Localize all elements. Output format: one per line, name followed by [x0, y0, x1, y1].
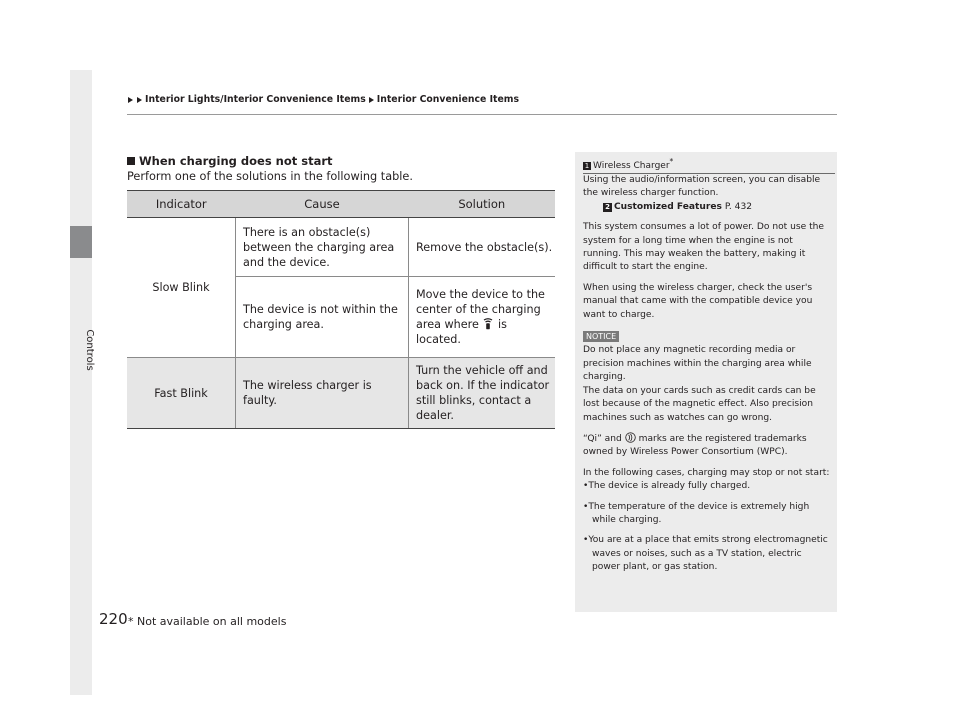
solutions-table — [127, 190, 555, 429]
breadcrumb-item[interactable]: Interior Convenience Items — [376, 94, 519, 105]
bullet-icon: • — [583, 481, 589, 492]
breadcrumb — [127, 94, 519, 105]
xref-icon: 2 — [603, 203, 612, 212]
qi-logo-icon — [625, 432, 636, 443]
breadcrumb-item[interactable]: Interior Lights/Interior Convenience Items — [145, 94, 366, 105]
table-header: Indicator — [127, 191, 236, 218]
cause-cell: The device is not within the charging area. — [236, 277, 409, 358]
list-item-text: The device is already fully charged. — [588, 481, 751, 492]
header-rule — [127, 114, 837, 115]
note-text: “Qi” and — [583, 433, 622, 444]
note-paragraph: In the following cases, charging may stop or not start: — [583, 467, 830, 478]
page-number: 220 — [99, 610, 128, 628]
xref-label: Customized Features — [614, 201, 722, 212]
xref-page: P. 432 — [724, 201, 753, 212]
list-item — [583, 480, 831, 493]
breadcrumb-arrow-icon — [137, 97, 142, 103]
solution-text: is located. — [416, 318, 507, 346]
indicator-cell: Slow Blink — [127, 218, 236, 358]
breadcrumb-arrow-icon — [128, 97, 133, 103]
note-paragraph: When using the wireless charger, check the user's manual that came with the compatible device you want to charge. — [583, 282, 813, 320]
list-item-text: The temperature of the device is extremely high while charging. — [588, 501, 810, 525]
note-text: Using the audio/information screen, you can disable the wireless charger function. — [583, 175, 821, 199]
note-number-icon: 1 — [584, 162, 590, 170]
notice-text: The data on your cards such as credit cards can be lost because of the magnetic effect. Also precision machines such as watches can go wrong. — [583, 385, 816, 423]
indicator-cell: Fast Blink — [127, 358, 236, 429]
table-header-row — [127, 191, 555, 218]
note-paragraph: This system consumes a lot of power. Do not use the system for a long time when the engine is not running. This may weaken the battery, making it difficult to start the engine. — [583, 222, 825, 273]
notice-badge: NOTICE — [583, 331, 619, 342]
solution-cell: Remove the obstacle(s). — [409, 218, 556, 277]
table-row — [127, 218, 555, 277]
bullet-icon: • — [583, 501, 589, 512]
xref-link[interactable] — [583, 202, 722, 212]
solution-text: Move the device to the center of the charging area where — [416, 288, 545, 331]
note-title — [583, 157, 835, 174]
sidebar-tab-marker — [70, 226, 92, 258]
note-paragraph — [583, 174, 831, 214]
note-body — [583, 174, 831, 582]
section-intro: Perform one of the solutions in the following table. — [127, 170, 413, 183]
heading-square-icon — [127, 157, 135, 165]
cause-cell: The wireless charger is faulty. — [236, 358, 409, 429]
table-row — [127, 358, 555, 429]
note-title-text: Wireless Charger — [593, 161, 670, 171]
notice-text: Do not place any magnetic recording media or precision machines within the charging area while charging. — [583, 345, 812, 383]
sidebar-label: Controls — [84, 329, 95, 371]
bullet-icon: • — [583, 535, 589, 546]
breadcrumb-arrow-icon — [369, 97, 374, 103]
solution-cell — [409, 277, 556, 358]
list-item-text: You are at a place that emits strong electromagnetic waves or noises, such as a TV station, electric power plant, or gas station. — [588, 535, 828, 573]
note-text: marks are the registered trademarks owned by Wireless Power Consortium (WPC). — [583, 433, 807, 458]
section-heading — [127, 154, 333, 168]
side-note-panel — [575, 152, 837, 612]
table-header: Solution — [409, 191, 556, 218]
solution-cell: Turn the vehicle off and back on. If the indicator still blinks, contact a dealer. — [409, 358, 556, 429]
note-title-mark: * — [669, 157, 674, 166]
table-header: Cause — [236, 191, 409, 218]
footnote: * Not available on all models — [128, 615, 287, 628]
section-heading-text: When charging does not start — [139, 154, 333, 168]
wireless-charging-icon — [482, 318, 494, 330]
note-paragraph — [583, 432, 831, 460]
list-item — [583, 501, 831, 528]
cause-cell: There is an obstacle(s) between the charging area and the device. — [236, 218, 409, 277]
sidebar-strip — [70, 70, 92, 695]
list-item — [583, 534, 831, 574]
